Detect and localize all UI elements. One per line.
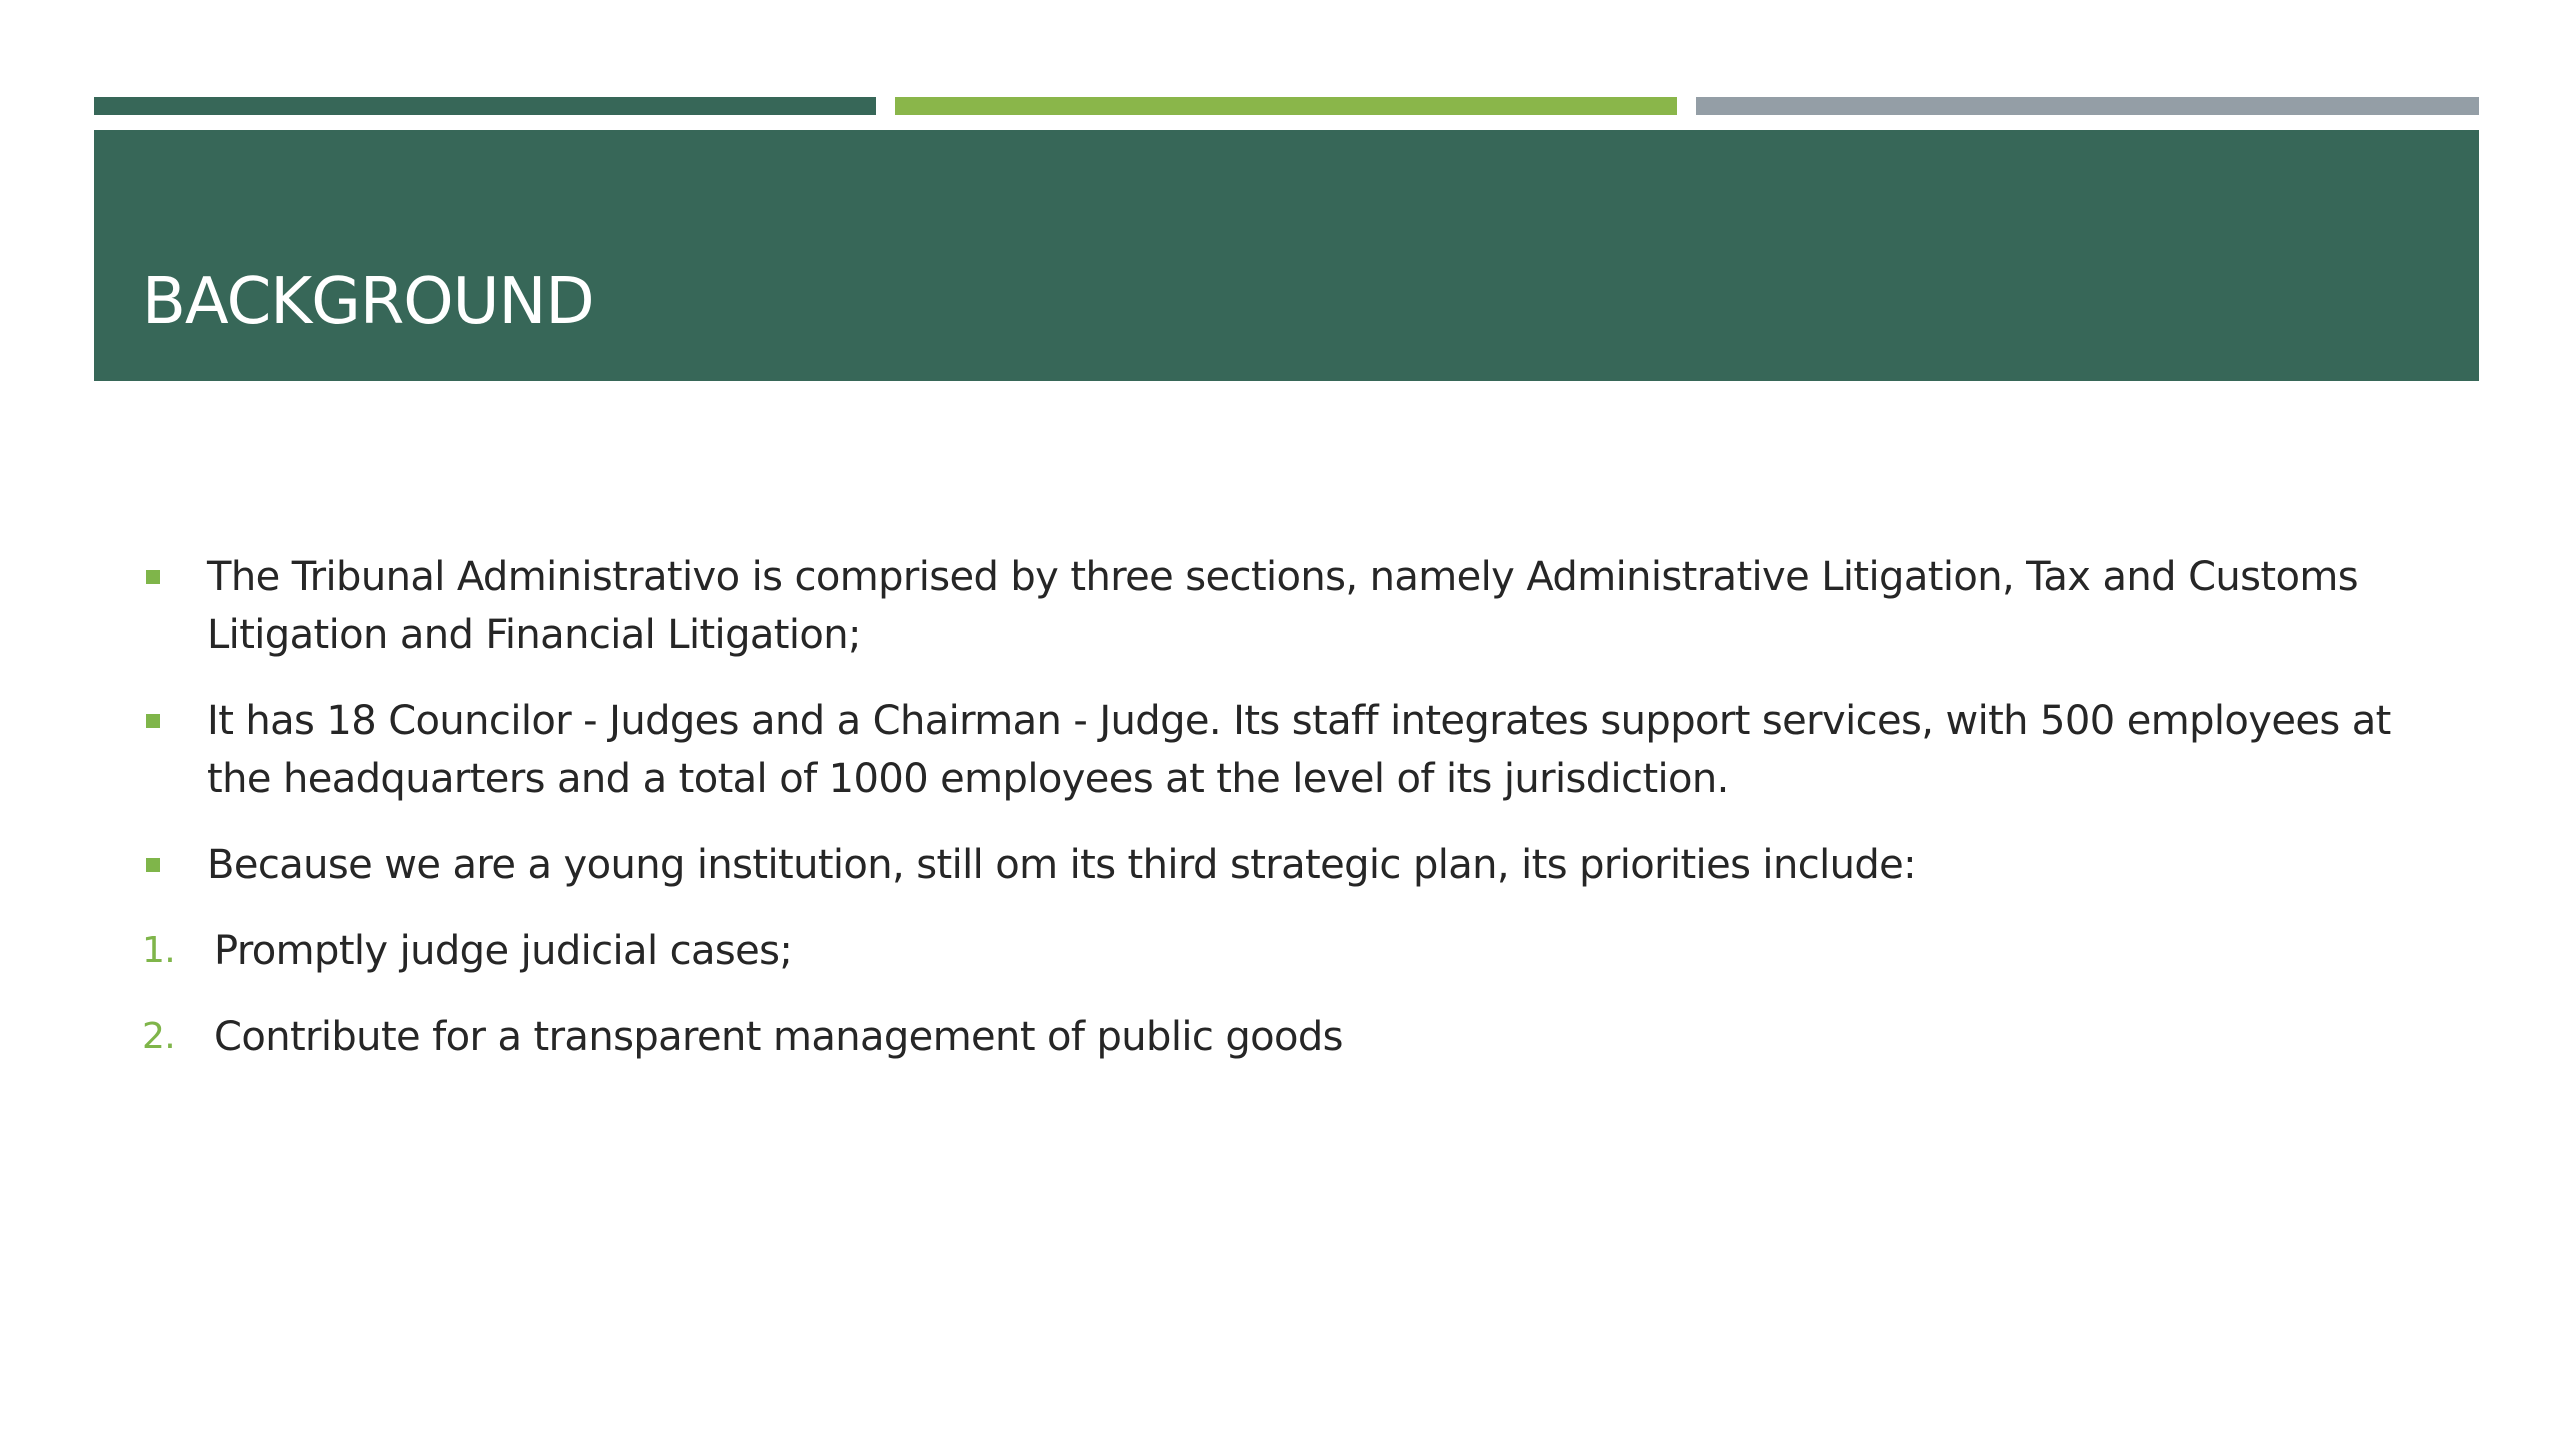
- list-number: 1.: [142, 930, 176, 971]
- accent-bar-gray: [1696, 97, 2479, 115]
- bullet-text: It has 18 Councilor - Judges and a Chairman - Judge. Its staff integrates support services, with 500 employees at the headquarters and a total of 1000 employees at the level of its jurisdiction.: [207, 698, 2391, 802]
- bullet-item: [140, 836, 2400, 894]
- slide-content: [140, 548, 2400, 1094]
- numbered-item: [140, 1008, 2400, 1066]
- bullet-text: Because we are a young institution, still om its third strategic plan, its priorities include:: [207, 842, 1917, 888]
- list-number: 2.: [142, 1016, 176, 1057]
- bullet-text: The Tribunal Administrativo is comprised by three sections, namely Administrative Litigation, Tax and Customs Litigation and Financial Litigation;: [207, 554, 2358, 658]
- title-band: [94, 130, 2479, 381]
- square-bullet-icon: [146, 858, 160, 872]
- accent-bar-lime: [895, 97, 1677, 115]
- accent-bar-dark-green: [94, 97, 876, 115]
- bullet-item: [140, 548, 2400, 664]
- numbered-text: Promptly judge judicial cases;: [214, 928, 793, 974]
- numbered-text: Contribute for a transparent management of public goods: [214, 1014, 1343, 1060]
- slide-title: BACKGROUND: [142, 265, 594, 339]
- numbered-item: [140, 922, 2400, 980]
- square-bullet-icon: [146, 570, 160, 584]
- bullet-item: [140, 692, 2400, 808]
- square-bullet-icon: [146, 714, 160, 728]
